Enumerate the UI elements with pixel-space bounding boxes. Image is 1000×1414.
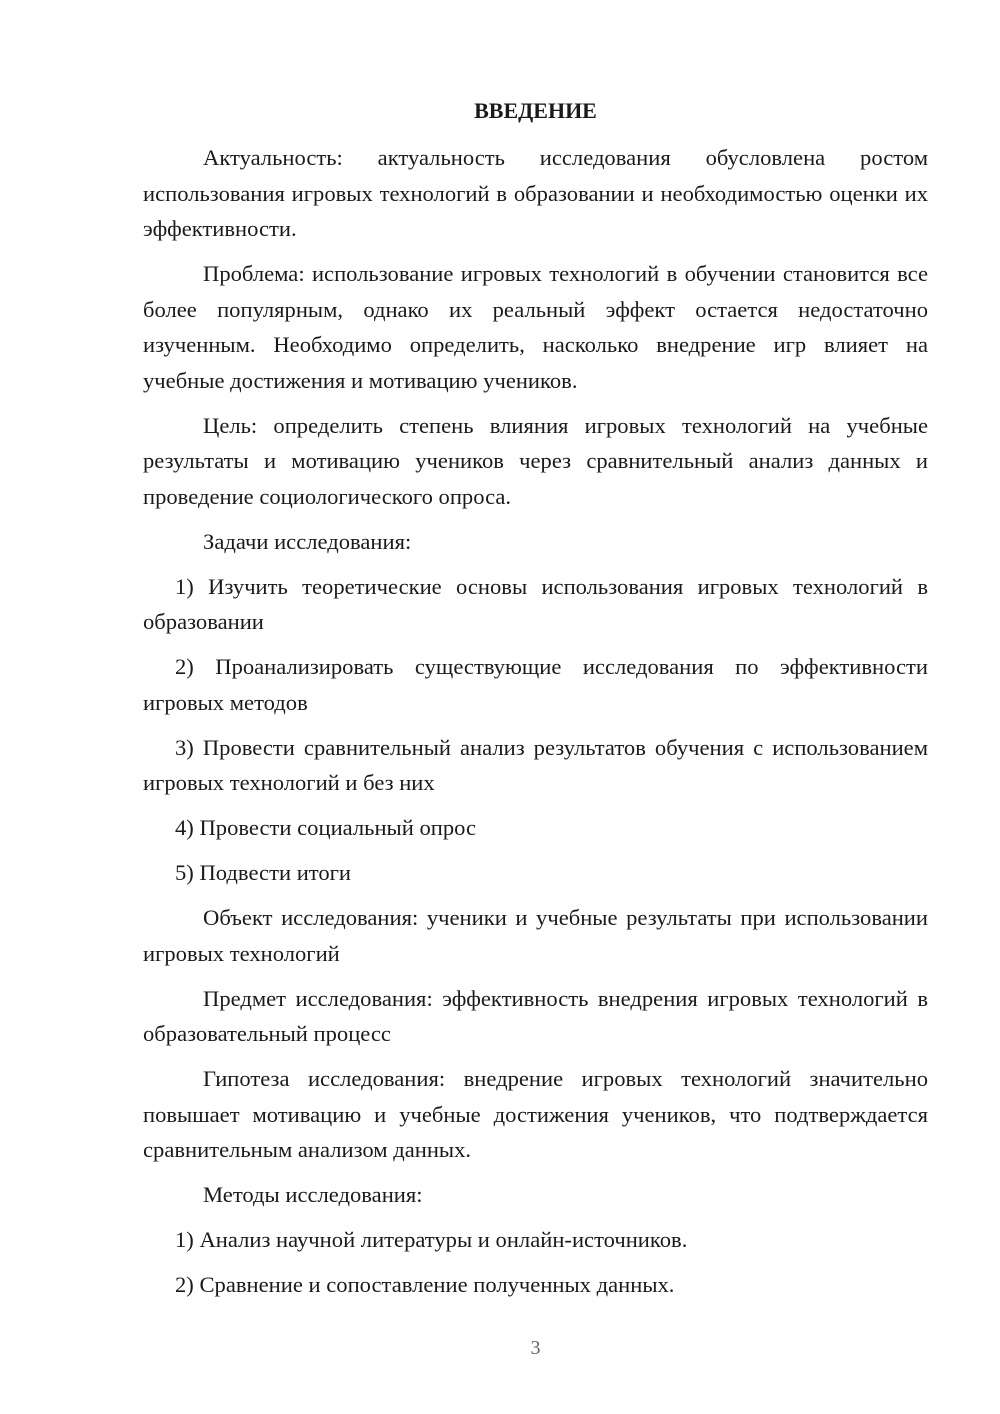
paragraph-hypothesis: Гипотеза исследования: внедрение игровых технологий значительно повышает мотивацию и учебные достижения учеников, что подтверждается сравнительным анализом данных.: [143, 1066, 928, 1162]
document-page: [143, 0, 928, 1414]
list-item-task-2: 2) Проанализировать существующие исследования по эффективности игровых методов: [143, 654, 928, 715]
paragraph-goal: Цель: определить степень влияния игровых технологий на учебные результаты и мотивацию учеников через сравнительный анализ данных и проведение социологического опроса.: [143, 412, 928, 509]
paragraph-problem: Проблема: использование игровых технологий в обучении становится все более популярным, однако их реальный эффект остается недостаточно изученным. Необходимо определить, насколько внедрение игр влияет на учебные достижения и мотивацию учеников.: [143, 261, 928, 393]
paragraph-object: Объект исследования: ученики и учебные результаты при использовании игровых технологий: [143, 905, 928, 966]
section-body: [143, 140, 928, 1312]
list-item-task-4: 4) Провести социальный опрос: [175, 815, 477, 840]
paragraph-subject: Предмет исследования: эффективность внедрения игровых технологий в образовательный процесс: [143, 985, 928, 1046]
list-item-task-1: 1) Изучить теоретические основы использования игровых технологий в образовании: [143, 573, 928, 634]
list-item-method-2: 2) Сравнение и сопоставление полученных данных.: [175, 1272, 675, 1297]
paragraph-methods-heading: Методы исследования:: [203, 1182, 423, 1207]
paragraph-relevance: Актуальность: актуальность исследования обусловлена ростом использования игровых технологий в образовании и необходимостью оценки их эффективности.: [143, 145, 928, 241]
paragraph-tasks-heading: Задачи исследования:: [203, 528, 412, 554]
section-title: ВВЕДЕНИЕ: [474, 98, 597, 123]
list-item-task-3: 3) Провести сравнительный анализ результатов обучения с использованием игровых технологий и без них: [143, 734, 928, 795]
page-number: 3: [530, 1337, 541, 1359]
list-item-method-1: 1) Анализ научной литературы и онлайн-источников.: [175, 1227, 688, 1252]
list-item-task-5: 5) Подвести итоги: [175, 860, 352, 885]
